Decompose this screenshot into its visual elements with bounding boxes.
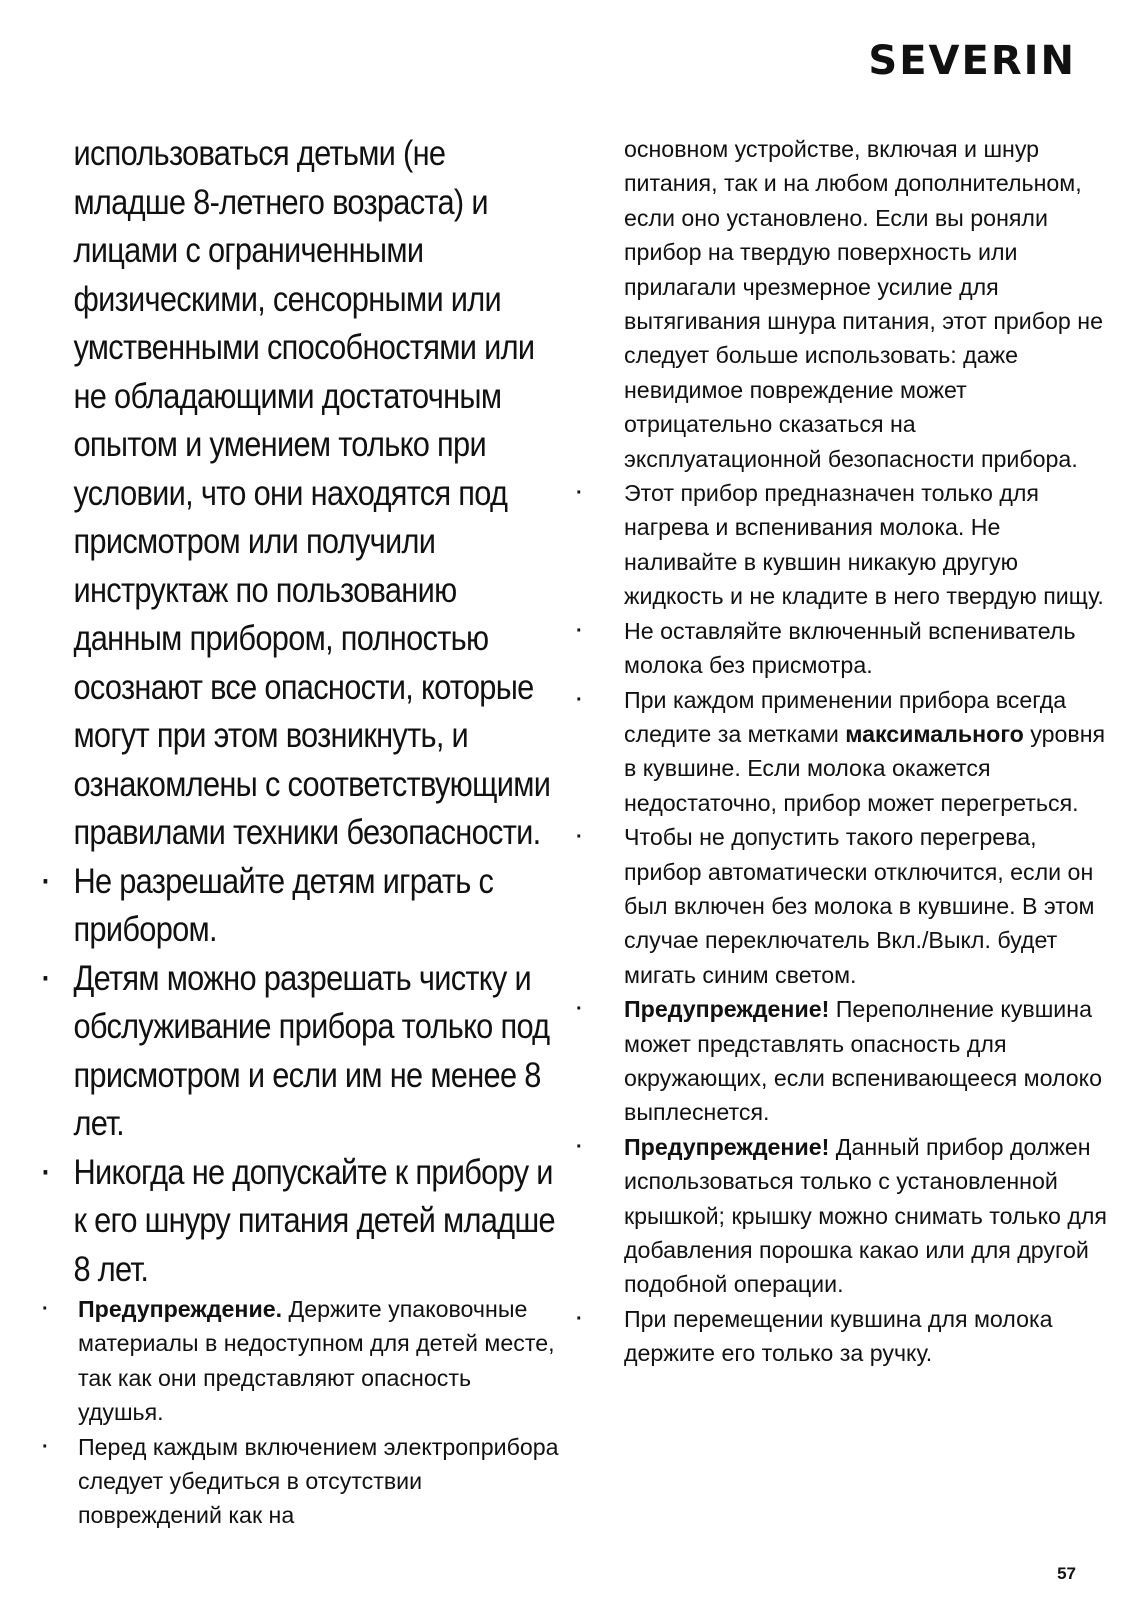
bullet-icon: · [576, 1135, 583, 1158]
list-item-text: Данный прибор должен использоваться только с установленной крышкой; крышку можно снимать только для добавления порошка какао или для другой подобной операции. [624, 1133, 1107, 1298]
list-item [40, 1292, 560, 1430]
list-item [40, 1149, 559, 1295]
left-column [40, 130, 560, 1533]
warning-label: Предупреждение! [624, 1133, 830, 1160]
list-item [40, 955, 559, 1149]
emphasis-text: максимального [845, 720, 1024, 747]
list-item [576, 1302, 1108, 1371]
list-item-text-pre: При каждом применении прибора всегда следите за метками [624, 686, 1067, 747]
bullet-icon: · [42, 1298, 49, 1320]
list-item-text: Держите упаковочные материалы в недоступном для детей месте, так как они представляют опасность удушья. [78, 1296, 555, 1426]
list-item-text: Не разрешайте детям играть с прибором. [73, 861, 494, 949]
bullet-icon: · [576, 826, 583, 849]
list-item-text: Перед каждым включением электроприбора следует убедиться в отсутствии повреждений как на [78, 1433, 559, 1529]
bullet-icon: · [576, 482, 583, 505]
continued-paragraph: основном устройстве, включая и шнур питания, так и на любом дополнительном, если оно установлено. Если вы роняли прибор на твердую поверхность или прилагали чрезмерное усилие для вытягивания шнура питания, этот прибор не следует больше использовать: даже невидимое повреждение может отрицательно сказаться на эксплуатационной безопасности прибора. [624, 136, 1103, 472]
large-print-section [40, 130, 559, 1294]
list-item-text: Не оставляйте включенный вспениватель молока без присмотра. [624, 617, 1076, 679]
list-item-text: Переполнение кувшина может представлять опасность для окружающих, если вспенивающееся молоко выплеснется. [624, 996, 1102, 1126]
list-item [576, 614, 1108, 683]
list-item-text: Никогда не допускайте к прибору и к его шнуру питания детей младше 8 лет. [73, 1152, 555, 1289]
list-item-text: Детям можно разрешать чистку и обслуживание прибора только под присмотром и если им не менее 8 лет. [73, 958, 550, 1143]
bullet-icon: · [576, 1307, 583, 1330]
bullet-icon: · [576, 688, 583, 711]
warning-label: Предупреждение! [624, 996, 830, 1023]
list-item [40, 858, 559, 955]
brand-logo: SEVERIN [868, 38, 1076, 84]
small-print-section [40, 1292, 560, 1533]
list-item [576, 476, 1108, 614]
bullet-icon: · [576, 619, 583, 642]
bullet-icon: · [41, 1155, 50, 1189]
page-number: 57 [1057, 1564, 1076, 1583]
list-item [576, 1130, 1108, 1302]
bullet-icon: · [41, 864, 50, 898]
intro-paragraph: использоваться детьми (не младше 8-летнего возраста) и лицами с ограниченными физическими, сенсорными или умственными способностями или не обладающими достаточным опытом и умением только при условии, что они находятся под присмотром или получили инструктаж по пользованию данным прибором, полностью осознают все опасности, которые могут при этом возникнуть, и ознакомлены с соответствующими правилами техники безопасности. [73, 134, 551, 852]
list-item [576, 683, 1108, 821]
bullet-icon: · [41, 961, 50, 995]
bullet-icon: · [42, 1435, 49, 1458]
list-item-text: При перемещении кувшина для молока держите его только за ручку. [624, 1305, 1053, 1367]
list-item-text: Этот прибор предназначен только для нагрева и вспенивания молока. Не наливайте в кувшин никакую другую жидкость и не кладите в него твердую пищу. [624, 480, 1104, 610]
list-item-text: уровня в кувшине. Если молока окажется недостаточно, прибор может перегреться. [624, 720, 1106, 816]
warning-label: Предупреждение. [78, 1296, 283, 1322]
list-item [576, 992, 1108, 1130]
bullet-icon: · [576, 998, 583, 1021]
list-item [40, 1430, 560, 1533]
list-item-text: Чтобы не допустить такого перегрева, прибор автоматически отключится, если он был включен без молока в кувшине. В этом случае переключатель Вкл./Выкл. будет мигать синим светом. [624, 824, 1095, 988]
right-column [576, 132, 1108, 1371]
list-item [576, 820, 1108, 992]
